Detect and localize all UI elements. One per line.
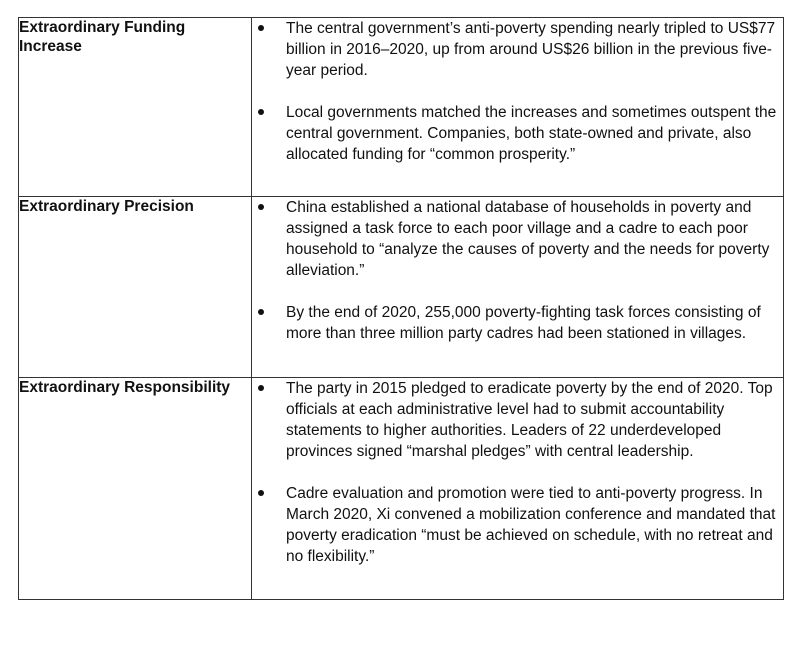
row-content-cell [252,378,784,600]
table-row-responsibility [19,378,784,600]
bullet-item [252,197,783,281]
bullet-icon [258,385,264,391]
bullet-icon [258,204,264,210]
bullet-text: The central government’s anti-poverty spending nearly tripled to US$77 billion in 2016–2020, up from around US$26 billion in the previous five-year period. [286,20,776,79]
bullet-text: China established a national database of households in poverty and assigned a task force to each poor village and a cadre to each poor household to “analyze the causes of poverty and the needs for poverty alleviation.” [286,199,770,279]
bullet-icon [258,490,264,496]
bullet-icon [258,25,264,31]
row-label-cell [19,18,252,197]
row-label: Extraordinary Responsibility [19,379,231,396]
row-content-cell [252,197,784,378]
bullet-item [252,102,783,165]
bullet-list [252,197,783,344]
bullet-icon [258,309,264,315]
table-row-precision [19,197,784,378]
bullet-list [252,378,783,567]
bullet-icon [258,109,264,115]
bullet-text: By the end of 2020, 255,000 poverty-fighting task forces consisting of more than three million party cadres had been stationed in villages. [286,304,761,342]
bullet-list [252,18,783,165]
bullet-item [252,302,783,344]
bullet-item [252,18,783,81]
bullet-item [252,483,783,567]
row-label-cell [19,197,252,378]
bullet-text: The party in 2015 pledged to eradicate poverty by the end of 2020. Top officials at each administrative level had to submit accountability statements to higher authorities. Leaders of 22 underdeveloped provinces signed “marshal pledges” with central leadership. [286,380,773,460]
row-content-cell [252,18,784,197]
row-label-cell [19,378,252,600]
bullet-item [252,378,783,462]
poverty-measures-table [18,17,784,600]
bullet-text: Cadre evaluation and promotion were tied to anti-poverty progress. In March 2020, Xi convened a mobilization conference and mandated that poverty eradication “must be achieved on schedule, with no retreat and no flexibility.” [286,485,776,565]
row-label: Extraordinary Precision [19,198,194,215]
bullet-text: Local governments matched the increases and sometimes outspent the central government. Companies, both state-owned and private, also allocated funding for “common prosperity.” [286,104,777,163]
table-row-funding [19,18,784,197]
row-label: Extraordinary Funding Increase [19,19,186,55]
